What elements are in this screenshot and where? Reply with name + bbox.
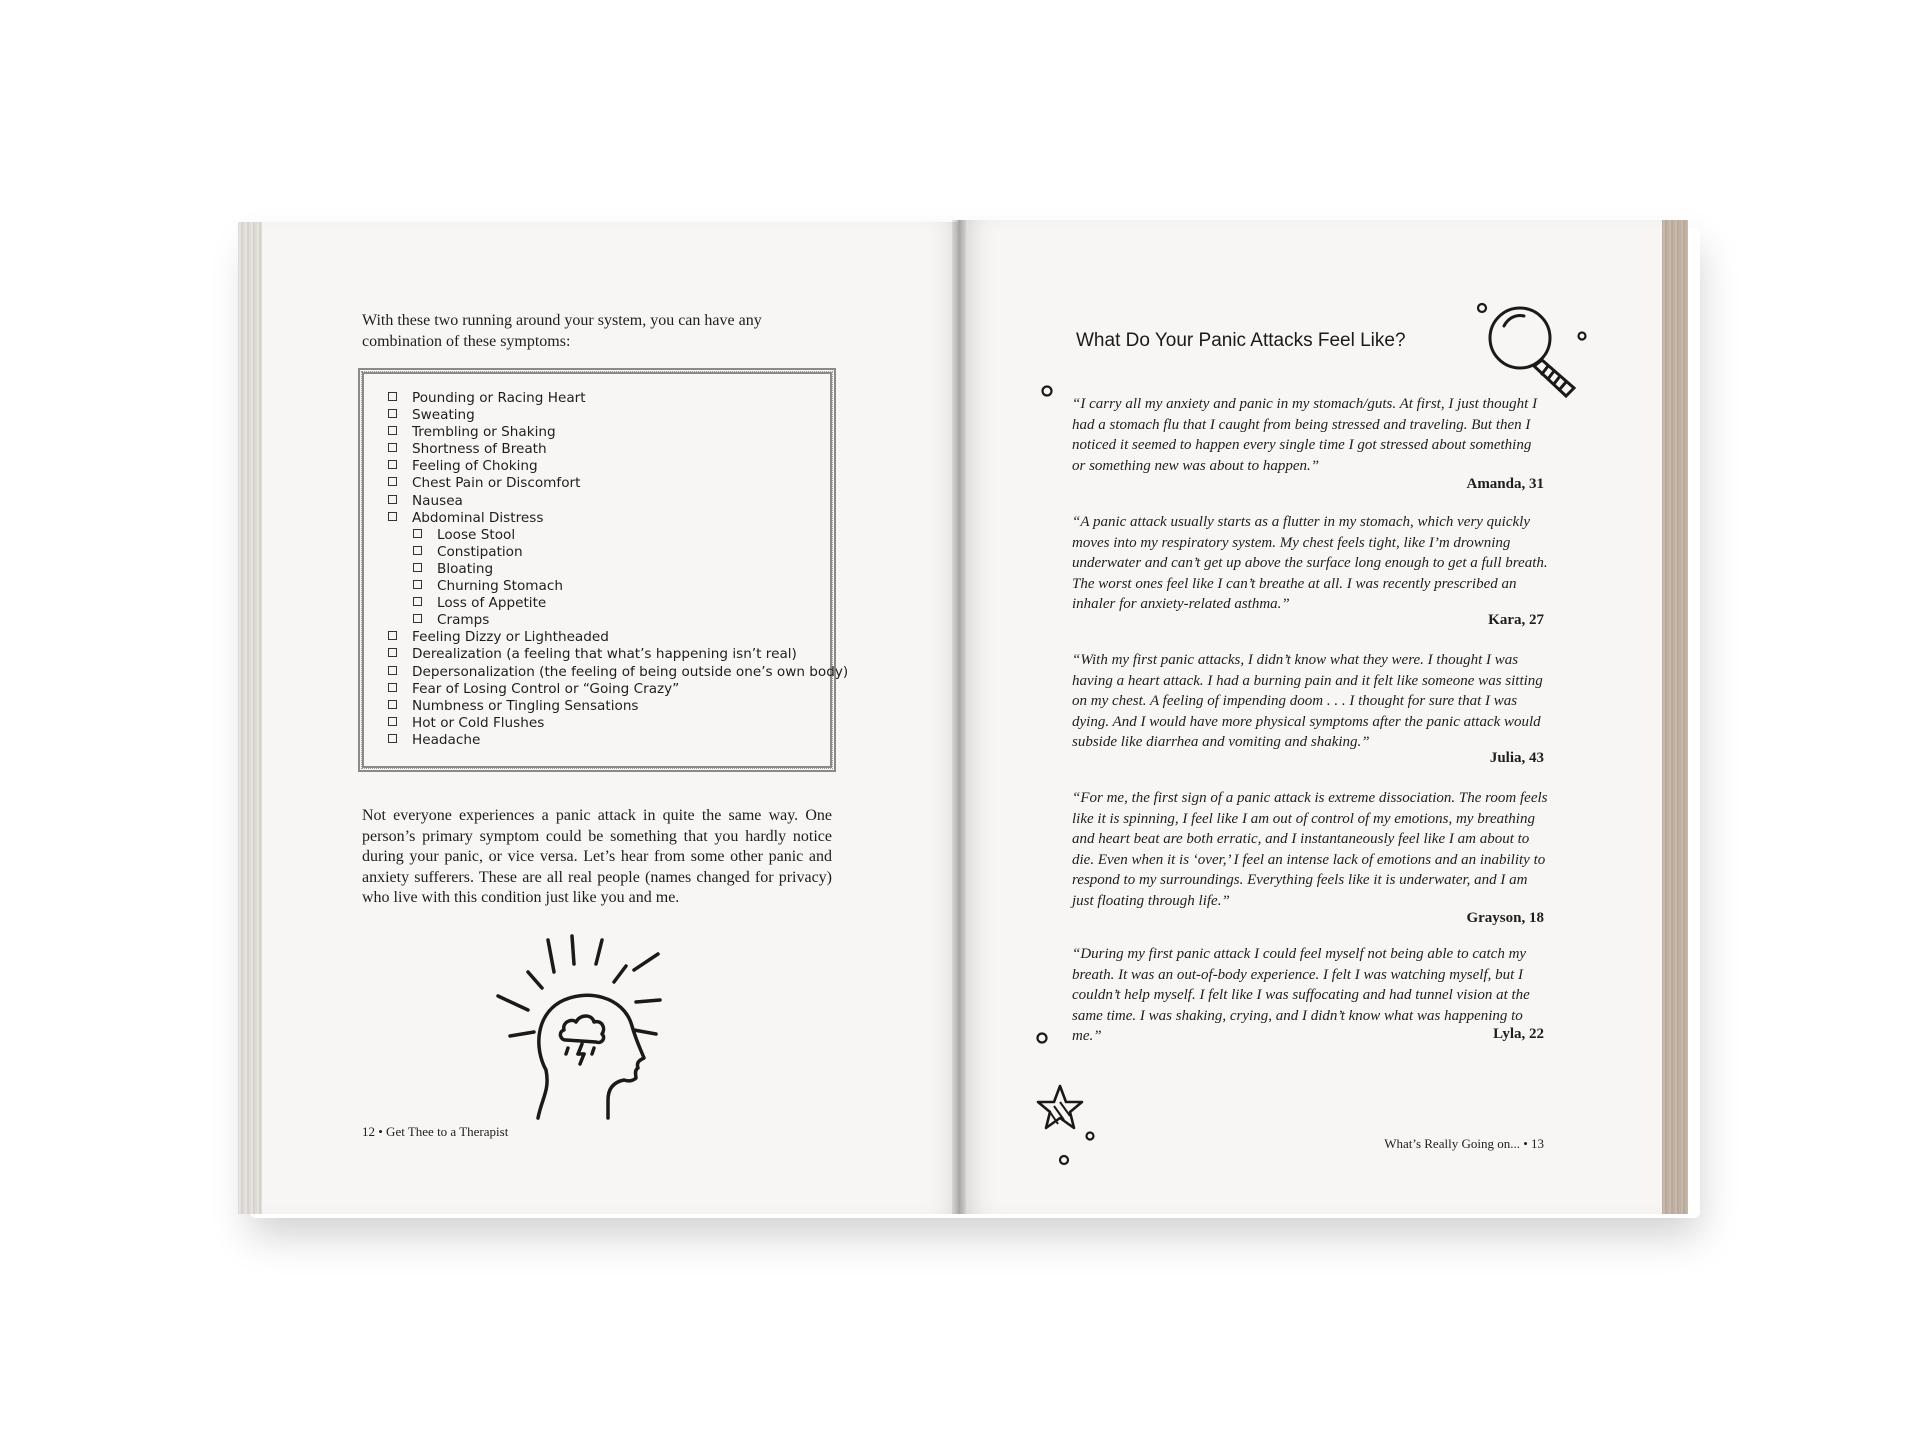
symptom-item — [388, 390, 828, 407]
checkbox-square-icon — [388, 700, 397, 709]
symptom-item — [388, 646, 828, 663]
symptom-label: Fear of Losing Control or “Going Crazy” — [412, 680, 680, 697]
symptom-label: Trembling or Shaking — [412, 424, 556, 441]
testimonial-quote: “A panic attack usually starts as a flutter in my stomach, which very quickly moves into my respiratory system. My chest feels tight, like I’m drowning underwater and can’t get up above the surface long enough to get a full breath. The worst ones feel like I can’t breathe at all. I was recently prescribed an inhaler for anxiety-related asthma.” — [1072, 514, 1548, 612]
symptom-label: Sweating — [412, 407, 475, 424]
symptom-item — [388, 715, 828, 732]
symptom-label: Depersonalization (the feeling of being outside one’s own body) — [412, 663, 849, 680]
testimonial-quote: “During my first panic attack I could feel myself not being able to catch my breath. It was an out-of-body experience. I felt I was watching myself, but I couldn’t help myself. I felt like I was suffocating and had tunnel vision at the same time. I was shaking, crying, and I didn’t know what was happening to me.” — [1072, 946, 1530, 1044]
checkbox-square-icon — [388, 631, 397, 640]
symptom-item — [388, 732, 828, 749]
symptom-label: Feeling Dizzy or Lightheaded — [412, 629, 609, 646]
symptom-item — [388, 407, 828, 424]
symptom-item — [388, 441, 828, 458]
symptom-item — [388, 458, 828, 475]
symptom-label: Feeling of Choking — [412, 458, 538, 475]
symptom-item — [388, 475, 828, 492]
symptom-subitem — [388, 544, 828, 561]
symptom-label: Cramps — [437, 612, 490, 629]
symptom-label: Bloating — [437, 560, 494, 577]
decorative-dot-icon — [1040, 384, 1054, 398]
symptom-label: Derealization (a feeling that what’s happening isn’t real) — [412, 646, 797, 663]
symptom-subitem — [388, 612, 828, 629]
symptom-list — [388, 390, 849, 749]
page-heading: What Do Your Panic Attacks Feel Like? — [1076, 330, 1406, 351]
symptom-label: Headache — [412, 731, 481, 748]
symptom-item — [388, 510, 828, 527]
symptom-label: Chest Pain or Discomfort — [412, 475, 581, 492]
head-with-storm-cloud-icon — [490, 930, 700, 1130]
testimonial-quote: “With my first panic attacks, I didn’t know what they were. I thought I was having a heart attack. I had a burning pain and it felt like someone was sitting on my chest. A feeling of impending doom . . . I thought for sure that I was dying. And I would have more physical symptoms after the panic attack would subside like diarrhea and vomiting and shaking.” — [1072, 652, 1543, 750]
checkbox-square-icon — [388, 409, 397, 418]
checkbox-square-icon — [388, 734, 397, 743]
checkbox-square-icon — [413, 529, 422, 538]
symptom-item — [388, 629, 828, 646]
checkbox-square-icon — [413, 580, 422, 589]
magnifying-glass-icon — [1470, 296, 1600, 406]
checkbox-square-icon — [388, 512, 397, 521]
symptom-subitem — [388, 527, 828, 544]
checkbox-square-icon — [388, 443, 397, 452]
quote-author: Kara, 27 — [1488, 612, 1544, 628]
symptom-label: Constipation — [437, 543, 523, 560]
intro-text: With these two running around your system, you can have any combination of these symptoms: — [362, 312, 762, 350]
symptom-item — [388, 663, 849, 681]
symptom-label: Loose Stool — [437, 526, 516, 543]
testimonial-quote: “I carry all my anxiety and panic in my stomach/guts. At first, I just thought I had a stomach flu that I caught from being stressed and traveling. But then I noticed it seemed to happen every single time I got stressed about something or something new was about to happen.” — [1072, 396, 1538, 474]
symptom-label: Abdominal Distress — [412, 509, 544, 526]
symptom-label: Pounding or Racing Heart — [412, 390, 586, 406]
symptom-item — [388, 698, 828, 715]
checkbox-square-icon — [413, 614, 422, 623]
symptom-subitem — [388, 595, 828, 612]
left-page-footer: 12 • Get Thee to a Therapist — [362, 1124, 509, 1139]
body-paragraph: Not everyone experiences a panic attack in quite the same way. One person’s primary symptom could be something that you hardly notice during your panic, or vice versa. Let’s hear from some other panic and anxiety sufferers. These are all real people (names changed for privacy) who live with this condition just like you and me. — [362, 807, 832, 906]
symptom-subitem — [388, 561, 828, 578]
symptom-item — [388, 493, 828, 510]
checkbox-square-icon — [388, 426, 397, 435]
book-gutter — [952, 220, 966, 1214]
checkbox-square-icon — [388, 717, 397, 726]
symptom-label: Nausea — [412, 492, 463, 509]
checkbox-square-icon — [413, 546, 422, 555]
symptom-label: Numbness or Tingling Sensations — [412, 697, 639, 714]
symptom-item — [388, 424, 828, 441]
checkbox-square-icon — [388, 683, 397, 692]
symptom-label: Hot or Cold Flushes — [412, 714, 545, 731]
quote-author: Lyla, 22 — [1493, 1026, 1544, 1042]
symptom-item — [388, 681, 828, 698]
checkbox-square-icon — [388, 392, 397, 401]
checkbox-square-icon — [388, 495, 397, 504]
quote-author: Grayson, 18 — [1466, 910, 1544, 926]
symptom-subitem — [388, 578, 828, 595]
testimonial-quote: “For me, the first sign of a panic attack is extreme dissociation. The room feels like it is spinning, I feel like I am out of control of my emotions, my breathing and heart beat are both erratic, and I instantaneously feel like I am about to die. Even when it is ‘over,’ I feel an intense lack of emotions and an inability to respond to my surroundings. Everything feels like it is underwater, and I am just floating through life.” — [1072, 790, 1548, 909]
checkbox-square-icon — [413, 563, 422, 572]
symptom-label: Shortness of Breath — [412, 441, 547, 458]
checkbox-square-icon — [413, 597, 422, 606]
checkbox-square-icon — [388, 477, 397, 486]
symptom-label: Loss of Appetite — [437, 595, 547, 612]
checkbox-square-icon — [388, 648, 397, 657]
quote-author: Julia, 43 — [1489, 750, 1544, 766]
star-icon — [1030, 1030, 1100, 1170]
right-page-footer: What’s Really Going on... • 13 — [1384, 1136, 1544, 1151]
symptom-label: Churning Stomach — [437, 578, 563, 595]
checkbox-square-icon — [388, 460, 397, 469]
quote-author: Amanda, 31 — [1466, 476, 1544, 492]
checkbox-square-icon — [388, 666, 397, 675]
